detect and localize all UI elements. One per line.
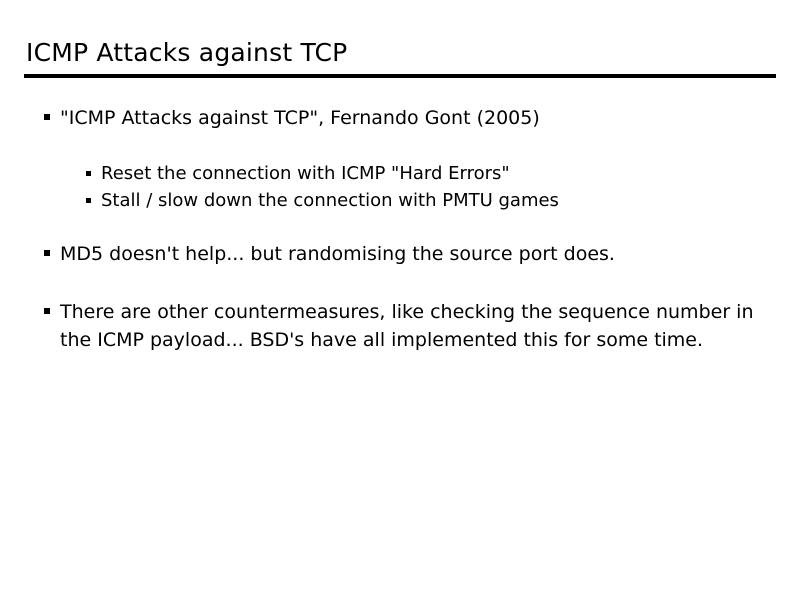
spacer bbox=[40, 268, 770, 298]
list-item bbox=[44, 104, 770, 132]
list-item-label: Stall / slow down the connection with PMTU games bbox=[101, 190, 559, 211]
list-item bbox=[86, 160, 770, 187]
spacer bbox=[40, 214, 770, 240]
list-item-label: Reset the connection with ICMP "Hard Errors" bbox=[101, 163, 510, 184]
bullet-square-icon bbox=[44, 104, 60, 132]
list-item bbox=[86, 187, 770, 214]
list-item bbox=[44, 298, 770, 354]
page-title: ICMP Attacks against TCP bbox=[26, 38, 348, 67]
title-divider bbox=[24, 74, 776, 78]
spacer bbox=[40, 132, 770, 160]
list-item-label: There are other countermeasures, like checking the sequence number in the ICMP payload... BSD's have all implemented this for some time. bbox=[60, 301, 754, 351]
bullet-square-icon bbox=[44, 240, 60, 268]
slide-body bbox=[40, 104, 770, 354]
list-item-label: MD5 doesn't help... but randomising the source port does. bbox=[60, 243, 615, 265]
list-item-label: "ICMP Attacks against TCP", Fernando Gont (2005) bbox=[60, 107, 540, 129]
list-item bbox=[44, 240, 770, 268]
bullet-square-icon bbox=[86, 160, 101, 187]
bullet-square-icon bbox=[44, 298, 60, 326]
bullet-square-icon bbox=[86, 187, 101, 214]
